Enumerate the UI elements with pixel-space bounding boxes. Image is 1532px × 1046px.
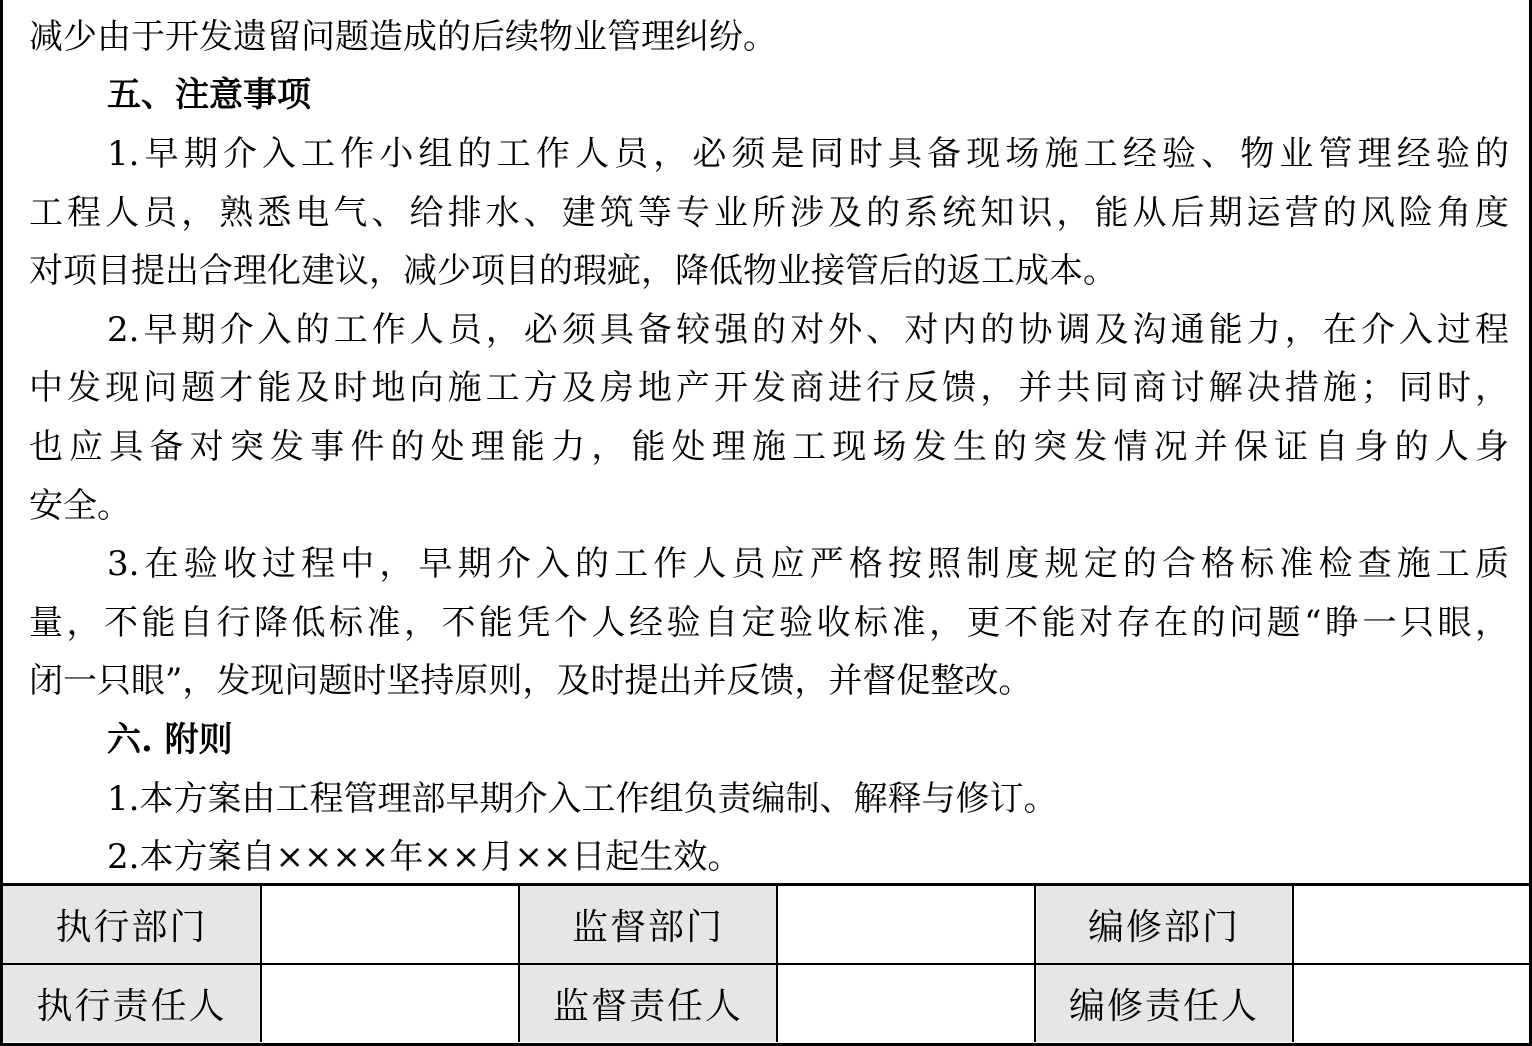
supervising-responsible-person-label: 监督责任人 [519,964,777,1042]
executing-responsible-person-field[interactable] [261,964,519,1042]
paragraph-line: 中发现问题才能及时地向施工方及房地产开发商进行反馈，并共同商讨解决措施；同时， [29,368,1509,408]
editing-department-label: 编修部门 [1035,886,1293,964]
editing-responsible-person-label: 编修责任人 [1035,964,1293,1042]
supervising-department-field[interactable] [777,886,1035,964]
paragraph-line: 工程人员，熟悉电气、给排水、建筑等专业所涉及的系统知识，能从后期运营的风险角度 [29,193,1509,233]
paragraph-line: 安全。 [29,486,131,526]
paragraph-line: 量，不能自行降低标准，不能凭个人经验自定验收标准，更不能对存在的问题“睁一只眼， [29,603,1509,643]
paragraph-line: 2.本方案自××××年××月××日起生效。 [107,837,742,877]
paragraph-line: 对项目提出合理化建议，减少项目的瑕疵，降低物业接管后的返工成本。 [29,251,1117,291]
paragraph-line: 3.在验收过程中，早期介入的工作人员应严格按照制度规定的合格标准检查施工质 [107,544,1509,584]
signature-table [3,886,1529,1042]
supervising-department-label: 监督部门 [519,886,777,964]
paragraph-line: 2.早期介入的工作人员，必须具备较强的对外、对内的协调及沟通能力，在介入过程 [107,310,1509,350]
paragraph-line: 减少由于开发遗留问题造成的后续物业管理纠纷。 [29,17,777,57]
editing-responsible-person-field[interactable] [1293,964,1529,1042]
section-heading-appendix: 六. 附则 [107,720,233,760]
paragraph-line: 1.本方案由工程管理部早期介入工作组负责编制、解释与修订。 [107,779,1058,819]
table-row [3,886,1529,964]
table-row [3,964,1529,1042]
executing-department-field[interactable] [261,886,519,964]
executing-responsible-person-label: 执行责任人 [3,964,261,1042]
paragraph-line: 1.早期介入工作小组的工作人员，必须是同时具备现场施工经验、物业管理经验的 [107,134,1509,174]
editing-department-field[interactable] [1293,886,1529,964]
supervising-responsible-person-field[interactable] [777,964,1035,1042]
paragraph-line: 闭一只眼”，发现问题时坚持原则，及时提出并反馈，并督促整改。 [29,661,1033,701]
executing-department-label: 执行部门 [3,886,261,964]
section-heading-notes: 五、注意事项 [107,75,311,115]
document-body [3,0,1529,886]
paragraph-line: 也应具备对突发事件的处理能力，能处理施工现场发生的突发情况并保证自身的人身 [29,427,1509,467]
